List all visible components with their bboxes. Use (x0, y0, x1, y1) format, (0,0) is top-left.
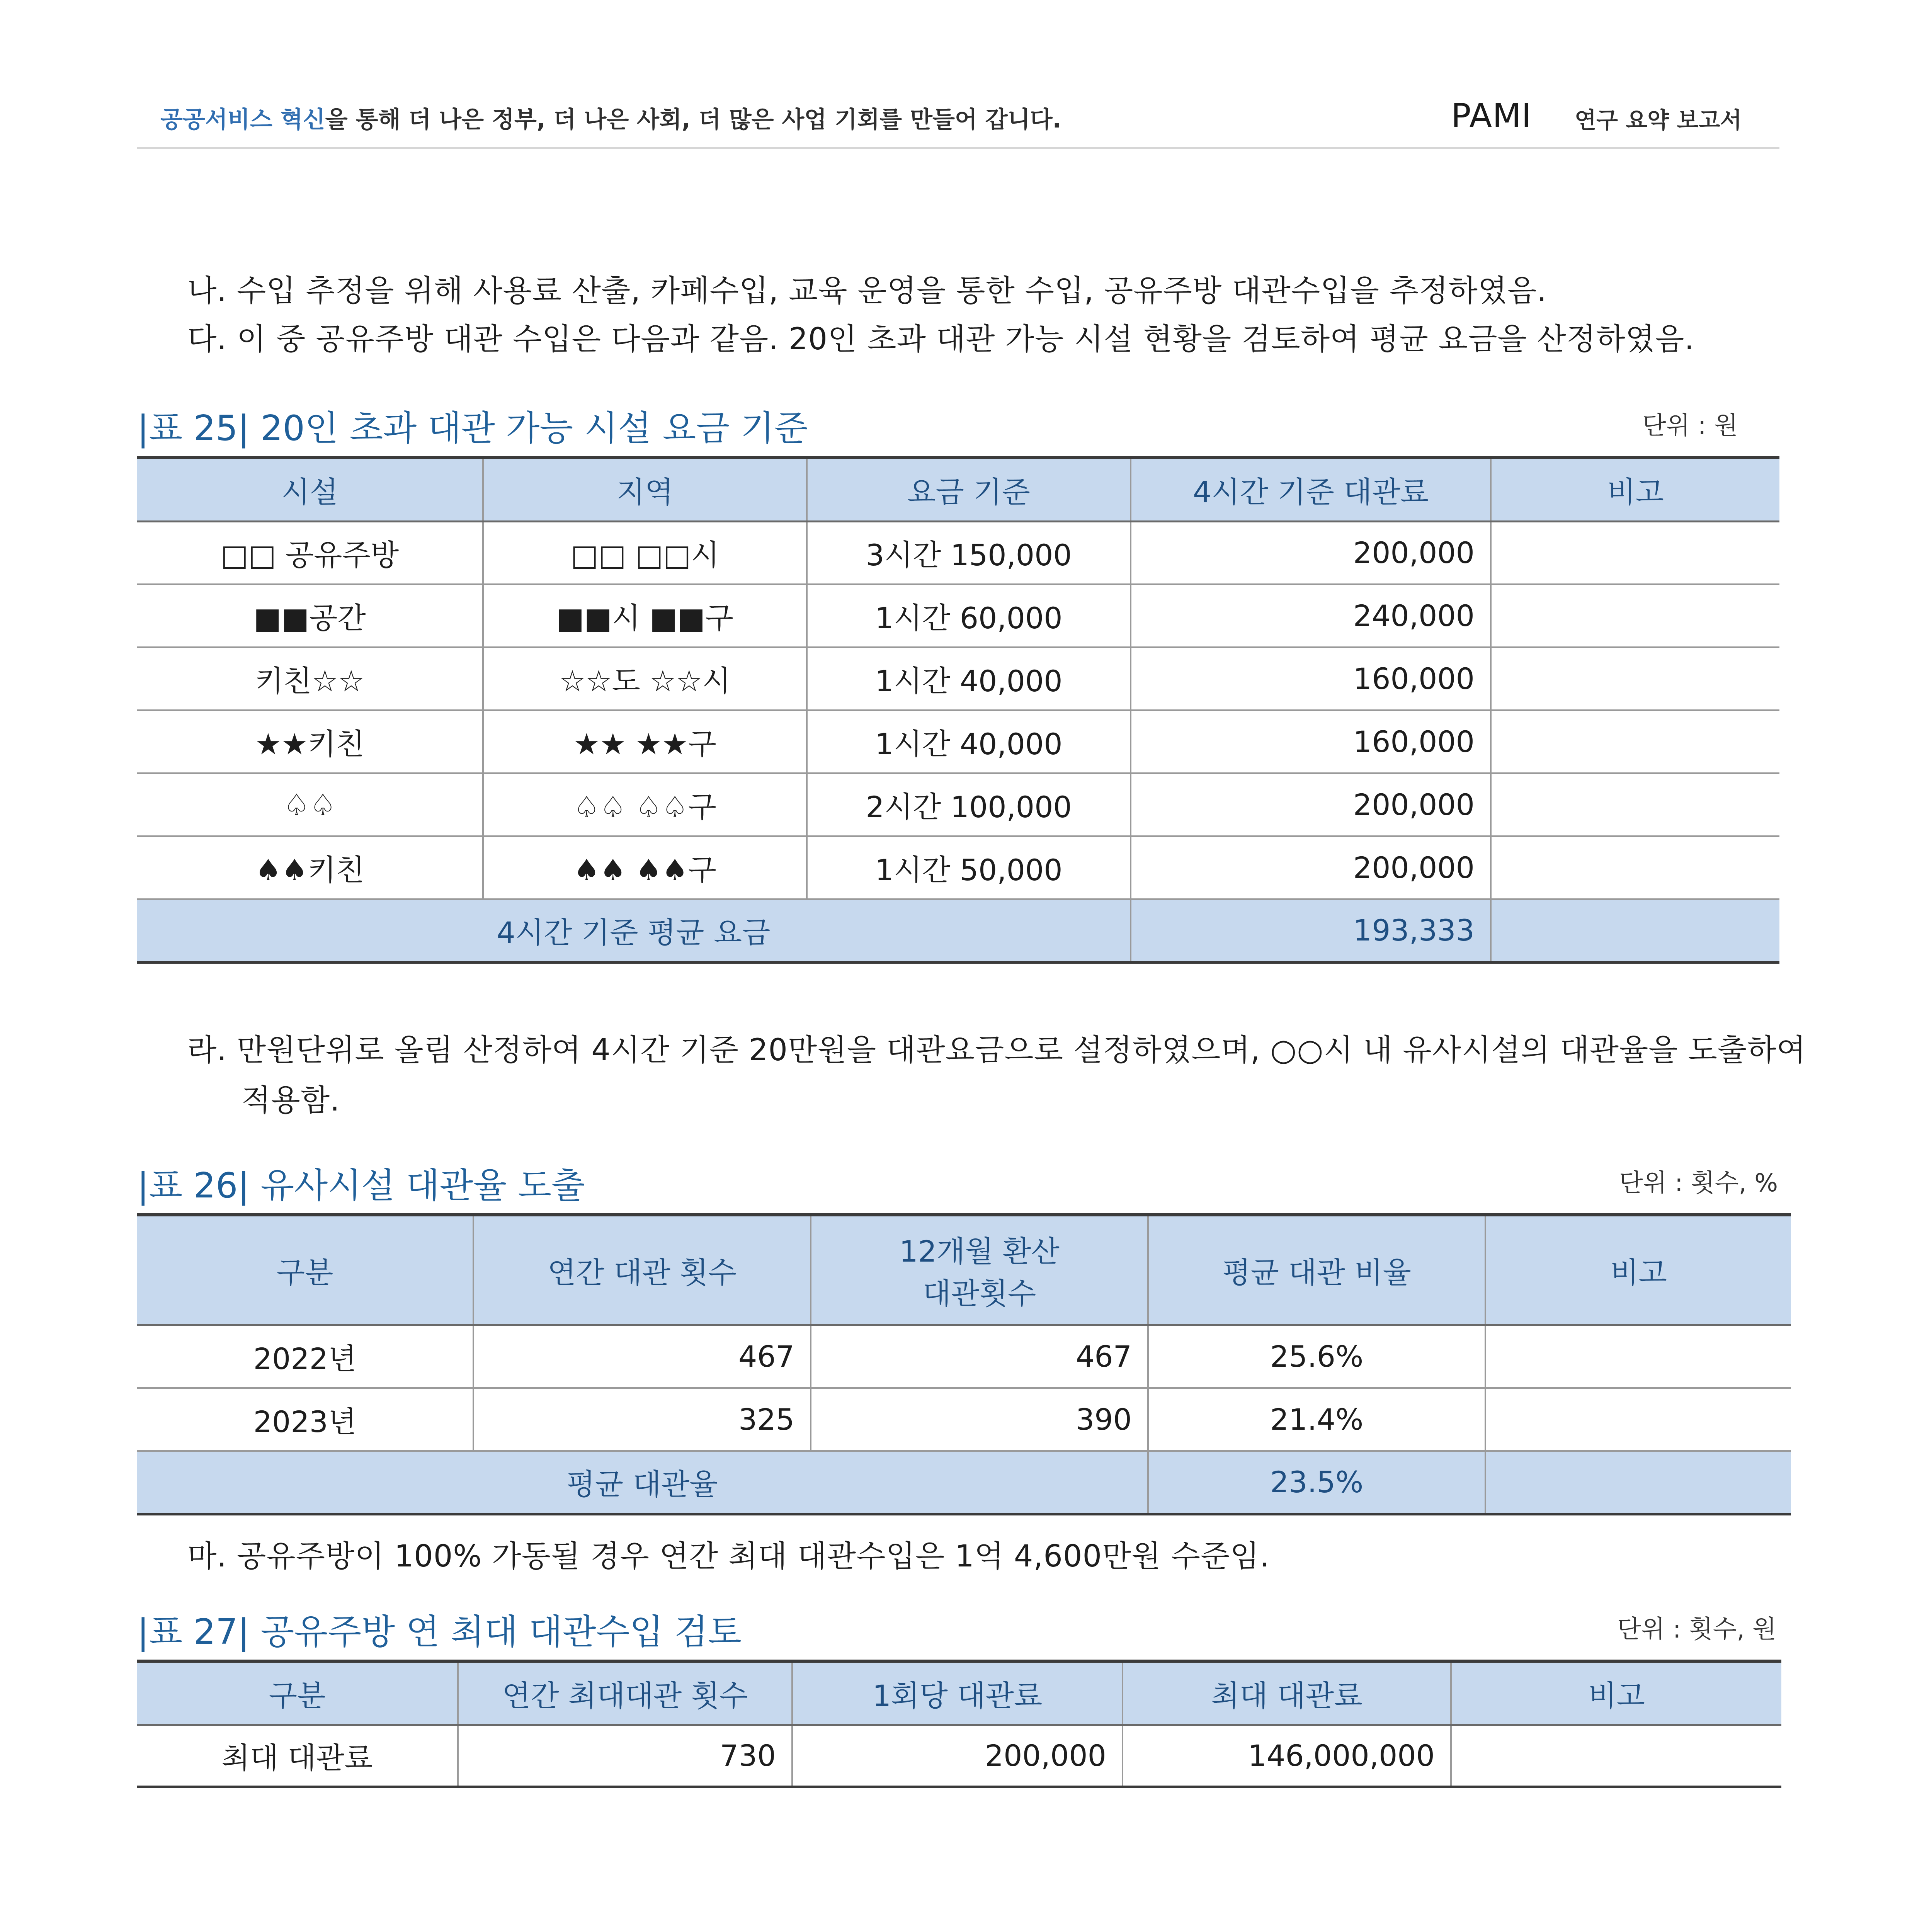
table-cell: ♠♠키친 (137, 836, 483, 899)
table-cell: ★★키친 (137, 710, 483, 773)
table-cell: 200,000 (1131, 521, 1491, 584)
table-cell (1485, 1325, 1791, 1388)
table-cell: 2시간 100,000 (807, 773, 1131, 836)
table-cell (1491, 521, 1779, 584)
table-cell: □□ 공유주방 (137, 521, 483, 584)
table-cell: 730 (458, 1725, 792, 1787)
table26-header-cell: 비고 (1485, 1215, 1791, 1325)
table-cell: 240,000 (1131, 584, 1491, 647)
table-row (137, 1325, 1791, 1388)
table-cell: ♤♤ (137, 773, 483, 836)
table27-header-cell: 비고 (1451, 1661, 1781, 1725)
header-line: 대관횟수 (922, 1276, 1036, 1311)
table-cell: 390 (811, 1388, 1148, 1451)
table-cell: □□ □□시 (483, 521, 807, 584)
table27-header-cell: 1회당 대관료 (792, 1661, 1123, 1725)
table25-unit: 단위 : 원 (1642, 412, 1738, 440)
table-cell: ■■공간 (137, 584, 483, 647)
table-cell (1485, 1388, 1791, 1451)
paragraph-da: 다. 이 중 공유주방 대관 수입은 다음과 같음. 20인 초과 대관 가능 시설 현황을 검토하여 평균 요금을 산정하였음. (187, 322, 1695, 357)
table-row (137, 647, 1779, 710)
table-row (137, 836, 1779, 899)
table-cell: 467 (811, 1325, 1148, 1388)
table25-header-cell: 4시간 기준 대관료 (1131, 457, 1491, 521)
tagline-highlight: 공공서비스 혁신 (160, 106, 325, 133)
table-cell: 21.4% (1148, 1388, 1485, 1451)
table26-header-cell: 연간 대관 횟수 (473, 1215, 811, 1325)
table-cell: 146,000,000 (1123, 1725, 1451, 1787)
table-cell: ♠♠ ♠♠구 (483, 836, 807, 899)
table26-header-cell: 구분 (137, 1215, 473, 1325)
header-line: 12개월 환산 (899, 1234, 1060, 1269)
table26-header-cell (811, 1215, 1148, 1325)
table-cell: ■■시 ■■구 (483, 584, 807, 647)
table25-average-row (137, 899, 1779, 962)
table-cell (1491, 773, 1779, 836)
paragraph-ma: 마. 공유주방이 100% 가동될 경우 연간 최대 대관수입은 1억 4,600만원 수준임. (187, 1539, 1270, 1574)
table27-unit: 단위 : 횟수, 원 (1617, 1615, 1777, 1644)
header-doc-type: 연구 요약 보고서 (1575, 107, 1742, 133)
table-cell: 2022년 (137, 1325, 473, 1388)
table-cell: 키친☆☆ (137, 647, 483, 710)
table-row (137, 1388, 1791, 1451)
table25-title: |표 25| 20인 초과 대관 가능 시설 요금 기준 (137, 408, 808, 449)
average-label: 평균 대관율 (137, 1451, 1148, 1514)
table-cell: 160,000 (1131, 710, 1491, 773)
table25-header-cell: 시설 (137, 457, 483, 521)
table-cell (1491, 647, 1779, 710)
average-note (1491, 899, 1779, 962)
table27-header-cell: 구분 (137, 1661, 458, 1725)
table-cell: 200,000 (1131, 836, 1491, 899)
table25-header-cell: 비고 (1491, 457, 1779, 521)
table25-header-cell: 요금 기준 (807, 457, 1131, 521)
table26-header-cell: 평균 대관 비율 (1148, 1215, 1485, 1325)
table-cell (1451, 1725, 1781, 1787)
average-value: 193,333 (1131, 899, 1491, 962)
table-cell: 3시간 150,000 (807, 521, 1131, 584)
table-row (137, 710, 1779, 773)
paragraph-ra-line2: 적용함. (242, 1083, 340, 1118)
table27-header-cell: 연간 최대대관 횟수 (458, 1661, 792, 1725)
table26-title: |표 26| 유사시설 대관율 도출 (137, 1165, 585, 1206)
table25 (137, 456, 1779, 964)
table-cell: 1시간 50,000 (807, 836, 1131, 899)
table26-average-row (137, 1451, 1791, 1514)
paragraph-ra-line1: 라. 만원단위로 올림 산정하여 4시간 기준 20만원을 대관요금으로 설정하였으며, ○○시 내 유사시설의 대관율을 도출하여 (187, 1033, 1806, 1068)
table-row (137, 773, 1779, 836)
tagline-rest: 을 통해 더 나은 정부, 더 나은 사회, 더 많은 사업 기회를 만들어 갑니다. (325, 106, 1061, 133)
table27-header-cell: 최대 대관료 (1123, 1661, 1451, 1725)
table-cell (1491, 836, 1779, 899)
table-cell: 1시간 60,000 (807, 584, 1131, 647)
table27 (137, 1660, 1781, 1788)
table-cell: 160,000 (1131, 647, 1491, 710)
average-label: 4시간 기준 평균 요금 (137, 899, 1131, 962)
table26-unit: 단위 : 횟수, % (1619, 1169, 1778, 1197)
table-cell: 200,000 (792, 1725, 1123, 1787)
table-cell: 200,000 (1131, 773, 1491, 836)
table26 (137, 1213, 1791, 1515)
table-cell: ♤♤ ♤♤구 (483, 773, 807, 836)
header-tagline (160, 101, 1061, 134)
table-cell: 467 (473, 1325, 811, 1388)
table-cell: ★★ ★★구 (483, 710, 807, 773)
paragraph-na: 나. 수입 추정을 위해 사용료 산출, 카페수입, 교육 운영을 통한 수입, 공유주방 대관수입을 추정하였음. (187, 274, 1547, 308)
table-row (137, 1725, 1781, 1787)
table-cell: 1시간 40,000 (807, 647, 1131, 710)
table-cell: 2023년 (137, 1388, 473, 1451)
table-row (137, 521, 1779, 584)
table-cell: 325 (473, 1388, 811, 1451)
table-cell (1491, 584, 1779, 647)
average-value: 23.5% (1148, 1451, 1485, 1514)
header-brand: PAMI (1451, 97, 1532, 135)
table-cell: 1시간 40,000 (807, 710, 1131, 773)
table-row (137, 584, 1779, 647)
table27-title: |표 27| 공유주방 연 최대 대관수입 검토 (137, 1612, 742, 1652)
table-cell: 최대 대관료 (137, 1725, 458, 1787)
table-cell (1491, 710, 1779, 773)
table25-header-cell: 지역 (483, 457, 807, 521)
table-cell: ☆☆도 ☆☆시 (483, 647, 807, 710)
table-cell: 25.6% (1148, 1325, 1485, 1388)
average-note (1485, 1451, 1791, 1514)
header-divider (137, 147, 1779, 149)
